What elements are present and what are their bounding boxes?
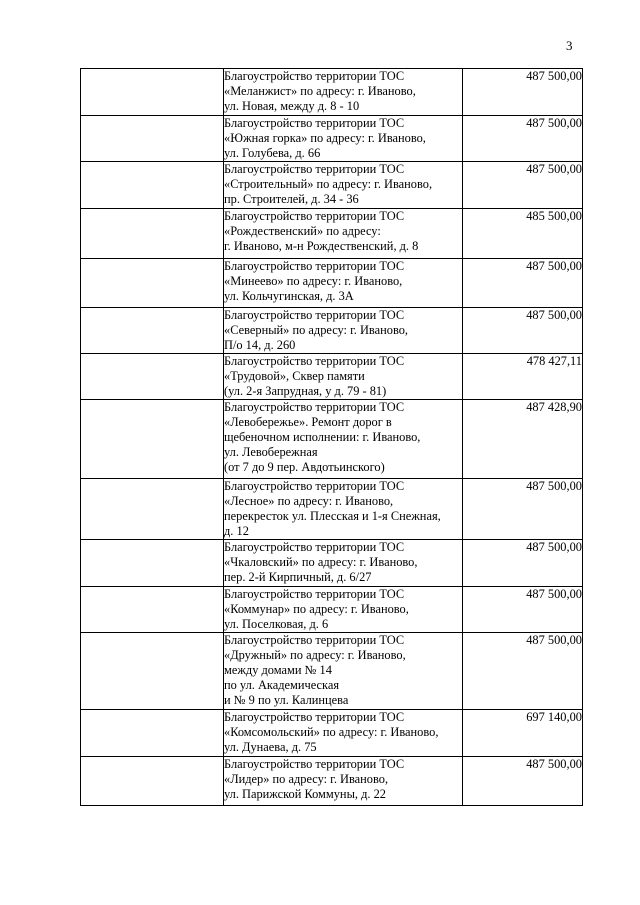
description-line: Благоустройство территории ТОС	[224, 354, 405, 368]
description-line: «Коммунар» по адресу: г. Иваново,	[224, 602, 409, 616]
description-cell	[224, 540, 463, 587]
empty-cell	[81, 354, 224, 400]
description-line: ул. Кольчугинская, д. 3А	[224, 289, 354, 303]
amount-cell: 478 427,11	[463, 354, 583, 400]
amount-cell: 487 500,00	[463, 479, 583, 540]
description-cell	[224, 400, 463, 479]
description-cell	[224, 710, 463, 757]
description-line: «Северный» по адресу: г. Иваново,	[224, 323, 409, 337]
description-line: Благоустройство территории ТОС	[224, 116, 405, 130]
description-line: и № 9 по ул. Калинцева	[224, 693, 349, 707]
empty-cell	[81, 633, 224, 710]
table-row	[81, 259, 583, 308]
amount-cell: 487 500,00	[463, 116, 583, 162]
description-cell	[224, 479, 463, 540]
description-line: Благоустройство территории ТОС	[224, 209, 405, 223]
budget-table	[80, 68, 583, 806]
description-line: пр. Строителей, д. 34 - 36	[224, 192, 359, 206]
description-line: д. 12	[224, 524, 249, 538]
description-cell	[224, 354, 463, 400]
description-line: Благоустройство территории ТОС	[224, 633, 405, 647]
amount-cell: 487 428,90	[463, 400, 583, 479]
amount-cell: 487 500,00	[463, 162, 583, 209]
description-cell	[224, 69, 463, 116]
amount-cell: 487 500,00	[463, 540, 583, 587]
empty-cell	[81, 540, 224, 587]
amount-cell: 485 500,00	[463, 209, 583, 259]
description-line: Благоустройство территории ТОС	[224, 710, 405, 724]
empty-cell	[81, 259, 224, 308]
table-row	[81, 400, 583, 479]
table-row	[81, 69, 583, 116]
description-line: Благоустройство территории ТОС	[224, 587, 405, 601]
empty-cell	[81, 710, 224, 757]
table-row	[81, 354, 583, 400]
table-row	[81, 710, 583, 757]
description-line: «Южная горка» по адресу: г. Иваново,	[224, 131, 426, 145]
description-cell	[224, 209, 463, 259]
description-line: Благоустройство территории ТОС	[224, 259, 405, 273]
description-line: «Минеево» по адресу: г. Иваново,	[224, 274, 403, 288]
table-row	[81, 633, 583, 710]
description-line: «Рождественский» по адресу:	[224, 224, 381, 238]
description-line: ул. Поселковая, д. 6	[224, 617, 329, 631]
amount-cell: 487 500,00	[463, 757, 583, 806]
description-line: «Лесное» по адресу: г. Иваново,	[224, 494, 394, 508]
description-cell	[224, 633, 463, 710]
description-line: «Комсомольский» по адресу: г. Иваново,	[224, 725, 439, 739]
empty-cell	[81, 209, 224, 259]
amount-cell: 487 500,00	[463, 308, 583, 354]
description-line: «Дружный» по адресу: г. Иваново,	[224, 648, 406, 662]
description-line: по ул. Академическая	[224, 678, 340, 692]
description-cell	[224, 757, 463, 806]
empty-cell	[81, 116, 224, 162]
table-body	[81, 69, 583, 806]
description-line: (ул. 2-я Запрудная, у д. 79 - 81)	[224, 384, 387, 398]
empty-cell	[81, 162, 224, 209]
table-row	[81, 540, 583, 587]
amount-cell: 697 140,00	[463, 710, 583, 757]
description-line: ул. Парижской Коммуны, д. 22	[224, 787, 386, 801]
table-row	[81, 209, 583, 259]
amount-cell: 487 500,00	[463, 69, 583, 116]
description-line: ул. Дунаева, д. 75	[224, 740, 317, 754]
amount-cell: 487 500,00	[463, 587, 583, 633]
description-line: щебеночном исполнении: г. Иваново,	[224, 430, 421, 444]
description-line: ул. Новая, между д. 8 - 10	[224, 99, 360, 113]
page-number: 3	[566, 38, 573, 53]
description-line: перекресток ул. Плесская и 1-я Снежная,	[224, 509, 441, 523]
description-line: П/о 14, д. 260	[224, 338, 296, 352]
empty-cell	[81, 479, 224, 540]
empty-cell	[81, 400, 224, 479]
description-line: Благоустройство территории ТОС	[224, 69, 405, 83]
description-cell	[224, 308, 463, 354]
table-row	[81, 308, 583, 354]
description-line: «Чкаловский» по адресу: г. Иваново,	[224, 555, 418, 569]
empty-cell	[81, 308, 224, 354]
description-line: г. Иваново, м-н Рождественский, д. 8	[224, 239, 419, 253]
table-row	[81, 162, 583, 209]
description-line: Благоустройство территории ТОС	[224, 162, 405, 176]
description-line: «Строительный» по адресу: г. Иваново,	[224, 177, 433, 191]
table-row	[81, 757, 583, 806]
description-line: Благоустройство территории ТОС	[224, 540, 405, 554]
description-line: Благоустройство территории ТОС	[224, 479, 405, 493]
description-line: ул. Голубева, д. 66	[224, 146, 321, 160]
description-line: (от 7 до 9 пер. Авдотьинского)	[224, 460, 385, 474]
description-cell	[224, 259, 463, 308]
description-line: Благоустройство территории ТОС	[224, 757, 405, 771]
amount-cell: 487 500,00	[463, 259, 583, 308]
table-row	[81, 587, 583, 633]
description-line: «Меланжист» по адресу: г. Иваново,	[224, 84, 416, 98]
description-line: Благоустройство территории ТОС	[224, 308, 405, 322]
table-row	[81, 116, 583, 162]
table-row	[81, 479, 583, 540]
description-line: ул. Левобережная	[224, 445, 318, 459]
description-cell	[224, 116, 463, 162]
description-line: «Лидер» по адресу: г. Иваново,	[224, 772, 389, 786]
amount-cell: 487 500,00	[463, 633, 583, 710]
empty-cell	[81, 69, 224, 116]
description-cell	[224, 587, 463, 633]
description-line: Благоустройство территории ТОС	[224, 400, 405, 414]
description-line: пер. 2-й Кирпичный, д. 6/27	[224, 570, 372, 584]
empty-cell	[81, 587, 224, 633]
description-line: «Трудовой», Сквер памяти	[224, 369, 365, 383]
description-line: «Левобережье». Ремонт дорог в	[224, 415, 392, 429]
description-cell	[224, 162, 463, 209]
empty-cell	[81, 757, 224, 806]
description-line: между домами № 14	[224, 663, 332, 677]
